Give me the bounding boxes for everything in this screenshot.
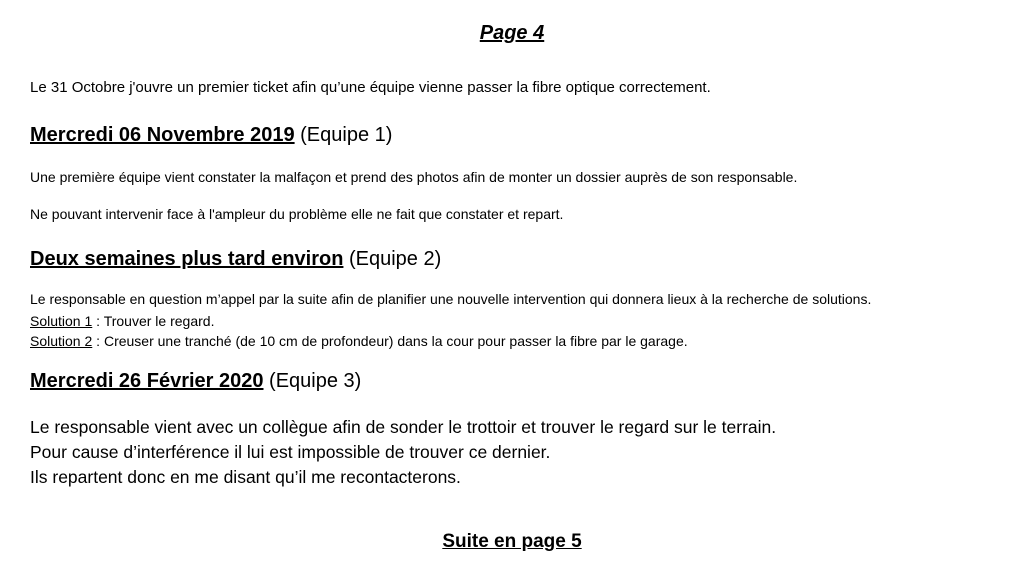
section-heading-2 [30,247,994,271]
section-3-date: Mercredi 26 Février 2020 [30,370,264,392]
section-3-team: (Equipe 3) [263,370,362,392]
solution-1-text: Trouver le regard. [103,313,215,329]
solution-2-text: Creuser une tranché (de 10 cm de profondeur) dans la cour pour passer la fibre par le garage. [103,333,688,349]
solution-2-label: Solution 2 [30,333,93,349]
solution-line-2 [30,331,994,351]
section-1-paragraph-2: Ne pouvant intervenir face à l'ampleur du problème elle ne fait que constater et repart. [30,206,564,222]
section-3-line-2: Pour cause d’interférence il lui est impossible de trouver ce dernier. [30,442,551,462]
solution-1-separator: : [92,313,104,329]
section-2-team: (Equipe 2) [343,248,442,270]
section-1-team: (Equipe 1) [294,124,393,146]
solution-line-1 [30,311,994,331]
intro-paragraph: Le 31 Octobre j'ouvre un premier ticket afin qu’une équipe vienne passer la fibre optique correctement. [30,79,711,96]
section-heading-3 [30,369,994,393]
page-title: Page 4 [479,22,545,44]
section-2-paragraph-1: Le responsable en question m’appel par la suite afin de planifier une nouvelle intervention qui donnera lieux à la recherche de solutions. [30,291,872,307]
section-heading-1 [30,123,994,147]
section-1-paragraph-1: Une première équipe vient constater la malfaçon et prend des photos afin de monter un dossier auprès de son responsable. [30,169,798,185]
section-1-date: Mercredi 06 Novembre 2019 [30,124,295,146]
section-2-date: Deux semaines plus tard environ [30,248,344,270]
section-3-line-3: Ils repartent donc en me disant qu’il me recontacterons. [30,467,461,487]
section-3-paragraph-block [30,415,994,490]
solution-2-separator: : [92,333,104,349]
solution-1-label: Solution 1 [30,313,93,329]
section-3-line-1: Le responsable vient avec un collègue afin de sonder le trottoir et trouver le regard sur le terrain. [30,417,777,437]
footer-next-page: Suite en page 5 [442,531,582,552]
